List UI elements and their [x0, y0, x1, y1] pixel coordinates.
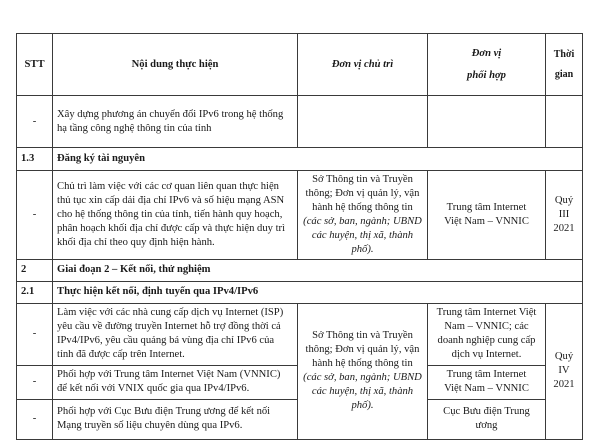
header-time-line2: gian	[554, 68, 574, 80]
row-stt: -	[17, 365, 53, 399]
row-stt: -	[17, 171, 53, 260]
header-coordinating-unit	[428, 34, 546, 96]
row-stt: -	[17, 399, 53, 439]
row-content: Phối hợp với Trung tâm Internet Việt Nam (VNNIC) để kết nối với VNIX quốc gia qua IPv4/IPv6.	[53, 365, 298, 399]
lead-unit-note: (các sở, ban, ngành; UBND các huyện, thị xã, thành phố).	[303, 215, 422, 255]
row-coordinating-unit: Trung tâm Internet Việt Nam – VNNIC	[428, 171, 546, 260]
section-title: Đăng ký tài nguyên	[53, 148, 583, 171]
table-row	[17, 171, 583, 260]
time-year: 2021	[553, 222, 575, 234]
header-coord-line1: Đơn vị	[471, 47, 502, 59]
table-row	[17, 303, 583, 365]
row-content: Xây dựng phương án chuyển đổi IPv6 trong hệ thống hạ tầng công nghệ thông tin của tỉnh	[53, 96, 298, 148]
row-coordinating-unit	[428, 96, 546, 148]
row-time	[546, 171, 583, 260]
implementation-plan-table	[16, 33, 583, 440]
row-content: Phối hợp với Cục Bưu điện Trung ương để kết nối Mạng truyền số liệu chuyên dùng qua IPv6.	[53, 399, 298, 439]
row-lead-unit	[298, 303, 428, 439]
table-row	[17, 96, 583, 148]
header-time-line1: Thời	[553, 49, 575, 61]
row-coordinating-unit: Trung tâm Internet Việt Nam – VNNIC; các doanh nghiệp cung cấp dịch vụ Internet.	[428, 303, 546, 365]
section-row	[17, 281, 583, 303]
row-time	[546, 96, 583, 148]
row-stt: -	[17, 303, 53, 365]
section-title: Giai đoạn 2 – Kết nối, thử nghiệm	[53, 259, 583, 281]
section-stt: 2	[17, 259, 53, 281]
row-lead-unit	[298, 96, 428, 148]
header-stt: STT	[17, 34, 53, 96]
lead-unit-text: Sở Thông tin và Truyền thông; Đơn vị quản lý, vận hành hệ thống thông tin	[305, 330, 420, 370]
row-coordinating-unit: Cục Bưu điện Trung ương	[428, 399, 546, 439]
row-content: Chủ trì làm việc với các cơ quan liên quan thực hiện thủ tục xin cấp dải địa chỉ IPv6 và số hiệu mạng ASN cho hệ thống thông tin của tỉnh, tiến hành quy hoạch, phân hoạch khối địa chỉ được cấp và thực hiện duy trì khối địa chỉ theo quy định hiện hành.	[53, 171, 298, 260]
header-coord-line2: phối hợp	[467, 69, 506, 81]
time-quarter-label: Quý	[554, 351, 574, 363]
section-row	[17, 259, 583, 281]
section-stt: 2.1	[17, 281, 53, 303]
header-content: Nội dung thực hiện	[53, 34, 298, 96]
header-lead-unit: Đơn vị chủ trì	[298, 34, 428, 96]
lead-unit-text: Sở Thông tin và Truyền thông; Đơn vị quản lý, vận hành hệ thống thông tin	[305, 174, 420, 213]
time-quarter-number: IV	[558, 365, 570, 377]
row-time	[546, 303, 583, 439]
row-lead-unit	[298, 171, 428, 260]
row-content: Làm việc với các nhà cung cấp dịch vụ Internet (ISP) yêu cầu về đường truyền Internet hỗ trợ đồng thời cả IPv4/IPv6, yêu cầu quảng bá vùng địa chỉ IPv6 của tỉnh đã được cấp trên Internet.	[53, 303, 298, 365]
section-title: Thực hiện kết nối, định tuyến qua IPv4/IPv6	[53, 281, 583, 303]
section-row	[17, 148, 583, 171]
time-quarter-number: III	[558, 208, 570, 220]
section-stt: 1.3	[17, 148, 53, 171]
header-row	[17, 34, 583, 96]
row-stt: -	[17, 96, 53, 148]
lead-unit-note: (các sở, ban, ngành; UBND các huyện, thị xã, thành phố).	[303, 372, 422, 412]
header-time	[546, 34, 583, 96]
time-quarter-label: Quý	[554, 194, 574, 206]
row-coordinating-unit: Trung tâm Internet Việt Nam – VNNIC	[428, 365, 546, 399]
time-year: 2021	[553, 379, 575, 391]
